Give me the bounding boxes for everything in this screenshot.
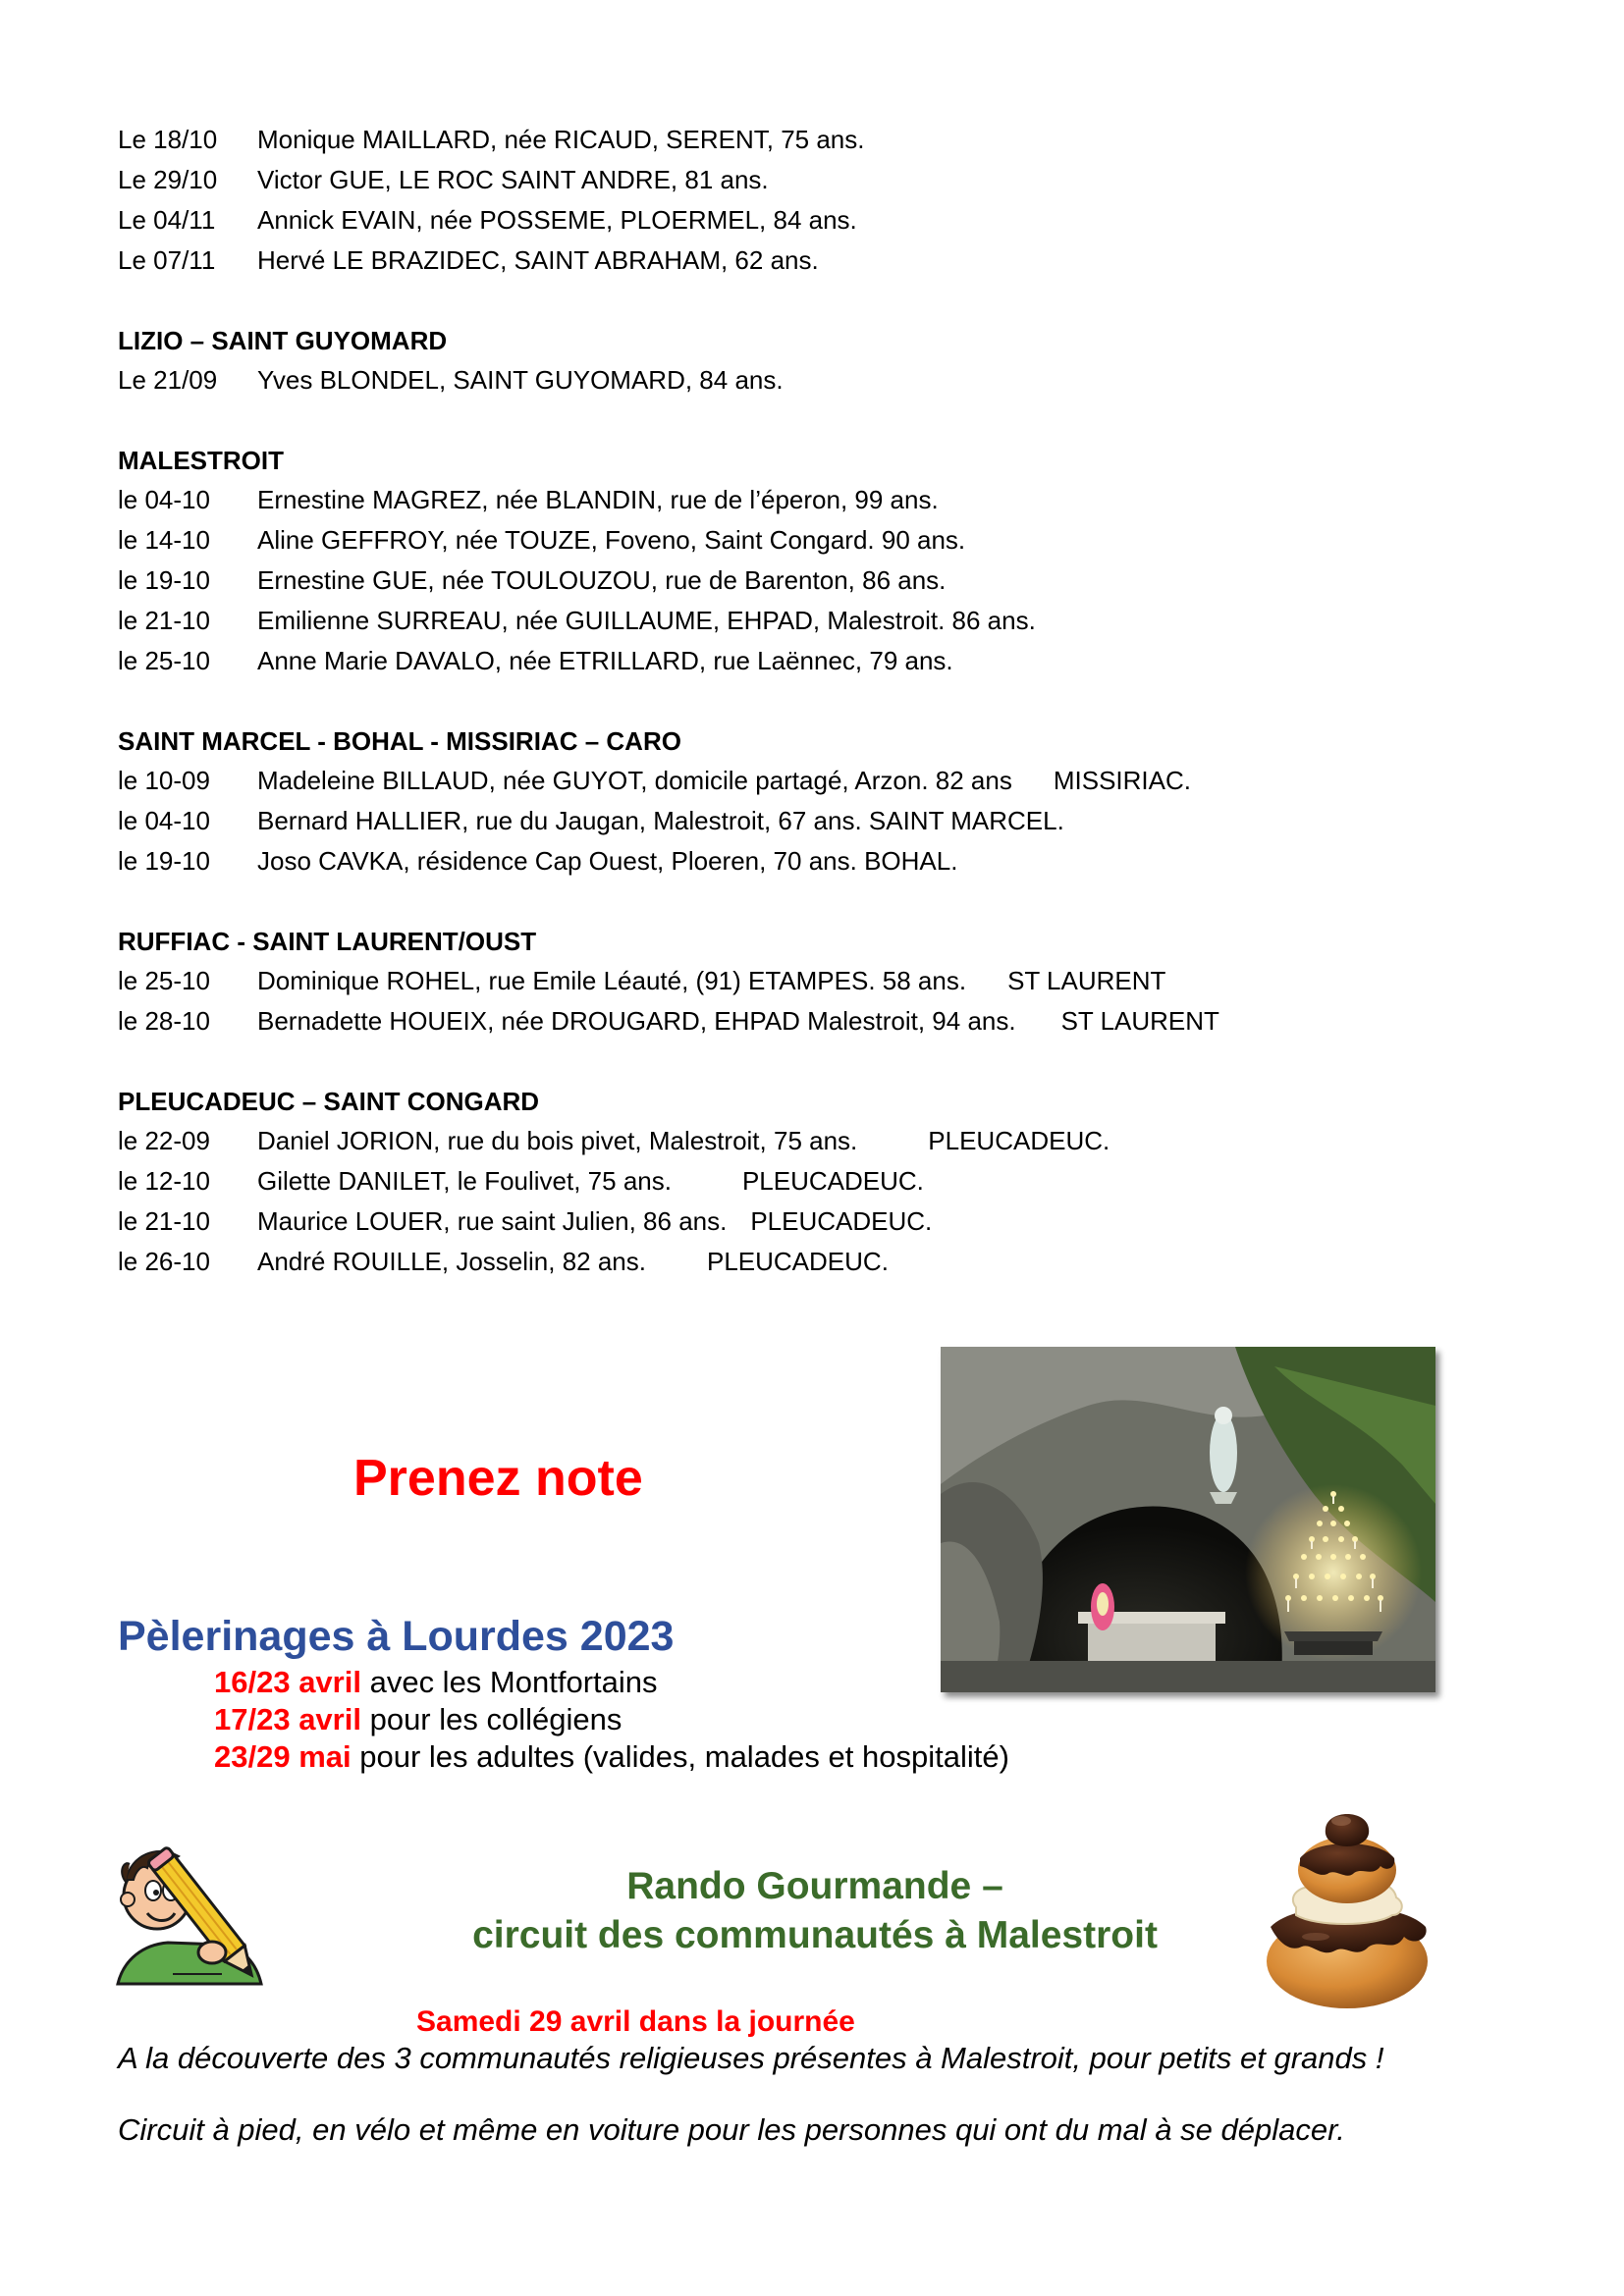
- entry-date: le 10-09: [118, 766, 210, 795]
- list-item: [118, 801, 1394, 841]
- entry-text: Ernestine GUE, née TOULOUZOU, rue de Barenton, 86 ans.: [257, 565, 947, 595]
- list-item: [118, 520, 1394, 561]
- section-title: SAINT MARCEL - BOHAL - MISSIRIAC – CARO: [118, 726, 681, 756]
- entry-date: Le 21/09: [118, 365, 218, 395]
- list-item: [118, 1161, 1394, 1201]
- entry-parish: ST LAURENT: [1060, 1006, 1219, 1036]
- list-item: [118, 561, 1394, 601]
- list-item: [118, 1001, 1394, 1041]
- pencil-boy-icon: [114, 1837, 274, 1997]
- list-item: [118, 961, 1394, 1001]
- list-item: [118, 160, 1394, 200]
- section-title: PLEUCADEUC – SAINT CONGARD: [118, 1087, 540, 1116]
- entry-parish: MISSIRIAC.: [1053, 766, 1191, 795]
- list-item: [214, 1701, 1009, 1738]
- list-item: [118, 761, 1394, 801]
- entry-parish: PLEUCADEUC.: [750, 1206, 933, 1236]
- pilgrimage-dates: 17/23 avril: [214, 1702, 361, 1736]
- entry-date: le 19-10: [118, 846, 210, 876]
- entry-date: le 12-10: [118, 1166, 210, 1196]
- list-item: [118, 601, 1394, 641]
- pilgrimage-dates: 23/29 mai: [214, 1739, 352, 1774]
- entry-text: Madeleine BILLAUD, née GUYOT, domicile partagé, Arzon. 82 ans: [257, 766, 1012, 795]
- entry-text: Ernestine MAGREZ, née BLANDIN, rue de l’éperon, 99 ans.: [257, 485, 939, 514]
- notice-title: Prenez note: [353, 1450, 643, 1507]
- pilgrimage-dates: 16/23 avril: [214, 1665, 361, 1699]
- rando-date: Samedi 29 avril dans la journée: [416, 2005, 855, 2038]
- entry-text: Maurice LOUER, rue saint Julien, 86 ans.: [257, 1206, 728, 1236]
- entry-text: Aline GEFFROY, née TOUZE, Foveno, Saint Congard. 90 ans.: [257, 525, 966, 555]
- entry-date: Le 07/11: [118, 245, 216, 275]
- entry-text: Bernadette HOUEIX, née DROUGARD, EHPAD Malestroit, 94 ans.: [257, 1006, 1016, 1036]
- entry-text: Dominique ROHEL, rue Emile Léauté, (91) ETAMPES. 58 ans.: [257, 966, 967, 995]
- entry-date: le 21-10: [118, 1206, 210, 1236]
- obituary-list: [118, 120, 1394, 1282]
- lourdes-title: Pèlerinages à Lourdes 2023: [118, 1613, 675, 1660]
- lourdes-dates-list: [214, 1664, 1009, 1776]
- list-item: [118, 1121, 1394, 1161]
- rando-transport-note: Circuit à pied, en vélo et même en voiture pour les personnes qui ont du mal à se déplacer.: [118, 2112, 1345, 2147]
- entry-date: le 22-09: [118, 1126, 210, 1155]
- list-item: [214, 1738, 1009, 1776]
- entry-text: Gilette DANILET, le Foulivet, 75 ans.: [257, 1166, 672, 1196]
- entry-parish: PLEUCADEUC.: [706, 1247, 889, 1276]
- entry-date: le 21-10: [118, 606, 210, 635]
- entry-text: Anne Marie DAVALO, née ETRILLARD, rue Laënnec, 79 ans.: [257, 646, 953, 675]
- entry-date: le 28-10: [118, 1006, 210, 1036]
- obituary-section: [118, 120, 1394, 281]
- entry-parish: PLEUCADEUC.: [928, 1126, 1110, 1155]
- entry-date: Le 29/10: [118, 165, 218, 194]
- list-item: [118, 120, 1394, 160]
- entry-text: Bernard HALLIER, rue du Jaugan, Malestroit, 67 ans. SAINT MARCEL.: [257, 806, 1064, 835]
- entry-text: Victor GUE, LE ROC SAINT ANDRE, 81 ans.: [257, 165, 769, 194]
- entry-date: le 25-10: [118, 966, 210, 995]
- list-item: [214, 1664, 1009, 1701]
- obituary-section: [118, 321, 1394, 400]
- entry-text: Hervé LE BRAZIDEC, SAINT ABRAHAM, 62 ans.: [257, 245, 819, 275]
- list-item: [118, 641, 1394, 681]
- lourdes-grotto-image: [941, 1347, 1435, 1692]
- entry-date: Le 18/10: [118, 125, 218, 154]
- entry-date: le 14-10: [118, 525, 210, 555]
- rando-description: A la découverte des 3 communautés religieuses présentes à Malestroit, pour petits et grands !: [118, 2041, 1384, 2075]
- entry-date: le 04-10: [118, 806, 210, 835]
- pilgrimage-desc: pour les adultes (valides, malades et hospitalité): [351, 1739, 1009, 1774]
- entry-date: le 25-10: [118, 646, 210, 675]
- entry-parish: ST LAURENT: [1007, 966, 1166, 995]
- entry-date: Le 04/11: [118, 205, 216, 235]
- rando-title-line2: circuit des communautés à Malestroit: [472, 1914, 1158, 1956]
- list-item: [118, 1242, 1394, 1282]
- religieuse-pastry-image: [1257, 1789, 1438, 2010]
- pilgrimage-desc: avec les Montfortains: [360, 1665, 658, 1699]
- obituary-section: [118, 721, 1394, 881]
- list-item: [118, 480, 1394, 520]
- obituary-section: [118, 1082, 1394, 1282]
- list-item: [118, 841, 1394, 881]
- rando-title: [363, 1862, 1267, 1960]
- entry-text: André ROUILLE, Josselin, 82 ans.: [257, 1247, 646, 1276]
- entry-parish: PLEUCADEUC.: [741, 1166, 924, 1196]
- section-title: MALESTROIT: [118, 446, 284, 475]
- pilgrimage-desc: pour les collégiens: [360, 1702, 623, 1736]
- entry-text: Joso CAVKA, résidence Cap Ouest, Ploeren, 70 ans. BOHAL.: [257, 846, 958, 876]
- entry-text: Annick EVAIN, née POSSEME, PLOERMEL, 84 ans.: [257, 205, 857, 235]
- rando-title-line1: Rando Gourmande –: [626, 1865, 1003, 1907]
- entry-text: Daniel JORION, rue du bois pivet, Malestroit, 75 ans.: [257, 1126, 858, 1155]
- section-title: LIZIO – SAINT GUYOMARD: [118, 326, 448, 355]
- entry-text: Emilienne SURREAU, née GUILLAUME, EHPAD, Malestroit. 86 ans.: [257, 606, 1036, 635]
- entry-date: le 19-10: [118, 565, 210, 595]
- list-item: [118, 1201, 1394, 1242]
- entry-date: le 04-10: [118, 485, 210, 514]
- obituary-section: [118, 441, 1394, 681]
- obituary-section: [118, 922, 1394, 1041]
- entry-text: Yves BLONDEL, SAINT GUYOMARD, 84 ans.: [257, 365, 784, 395]
- entry-date: le 26-10: [118, 1247, 210, 1276]
- list-item: [118, 360, 1394, 400]
- entry-text: Monique MAILLARD, née RICAUD, SERENT, 75 ans.: [257, 125, 865, 154]
- list-item: [118, 240, 1394, 281]
- list-item: [118, 200, 1394, 240]
- section-title: RUFFIAC - SAINT LAURENT/OUST: [118, 927, 537, 956]
